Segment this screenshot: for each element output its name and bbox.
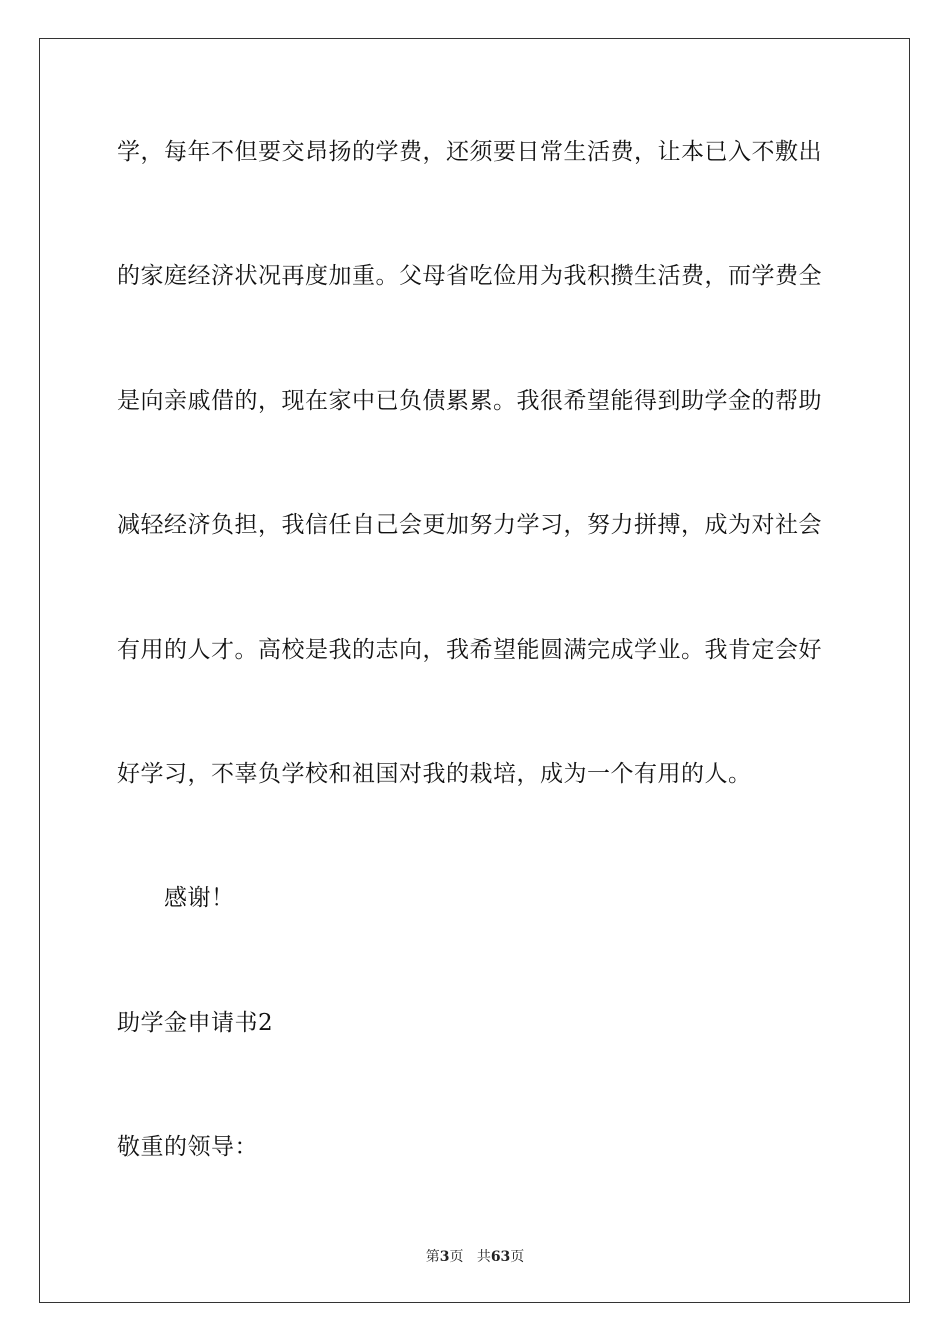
total-prefix: 共: [476, 1249, 491, 1265]
body-line-6: 好学习，不辜负学校和祖国对我的栽培，成为一个有用的人。: [117, 761, 752, 787]
thanks-line: 感谢！: [164, 885, 235, 911]
page-number: 3: [439, 1249, 450, 1265]
salutation: 敬重的领导：: [117, 1134, 258, 1160]
page-footer: [0, 1248, 950, 1266]
total-pages: 63: [490, 1249, 511, 1265]
body-line-4: 减轻经济负担，我信任自己会更加努力学习，努力拼搏，成为对社会: [117, 512, 822, 538]
body-line-5: 有用的人才。高校是我的志向，我希望能圆满完成学业。我肯定会好: [117, 637, 822, 663]
body-line-3: 是向亲戚借的，现在家中已负债累累。我很希望能得到助学金的帮助: [117, 388, 822, 414]
page-border: [39, 38, 910, 1303]
page-prefix: 第: [425, 1249, 440, 1265]
total-suffix: 页: [510, 1249, 525, 1265]
body-line-2: 的家庭经济状况再度加重。父母省吃俭用为我积攒生活费，而学费全: [117, 263, 822, 289]
page-suffix: 页: [449, 1249, 464, 1265]
section-heading: 助学金申请书2: [117, 1010, 274, 1036]
body-line-1: 学，每年不但要交昂扬的学费，还须要日常生活费，让本已入不敷出: [117, 139, 822, 165]
